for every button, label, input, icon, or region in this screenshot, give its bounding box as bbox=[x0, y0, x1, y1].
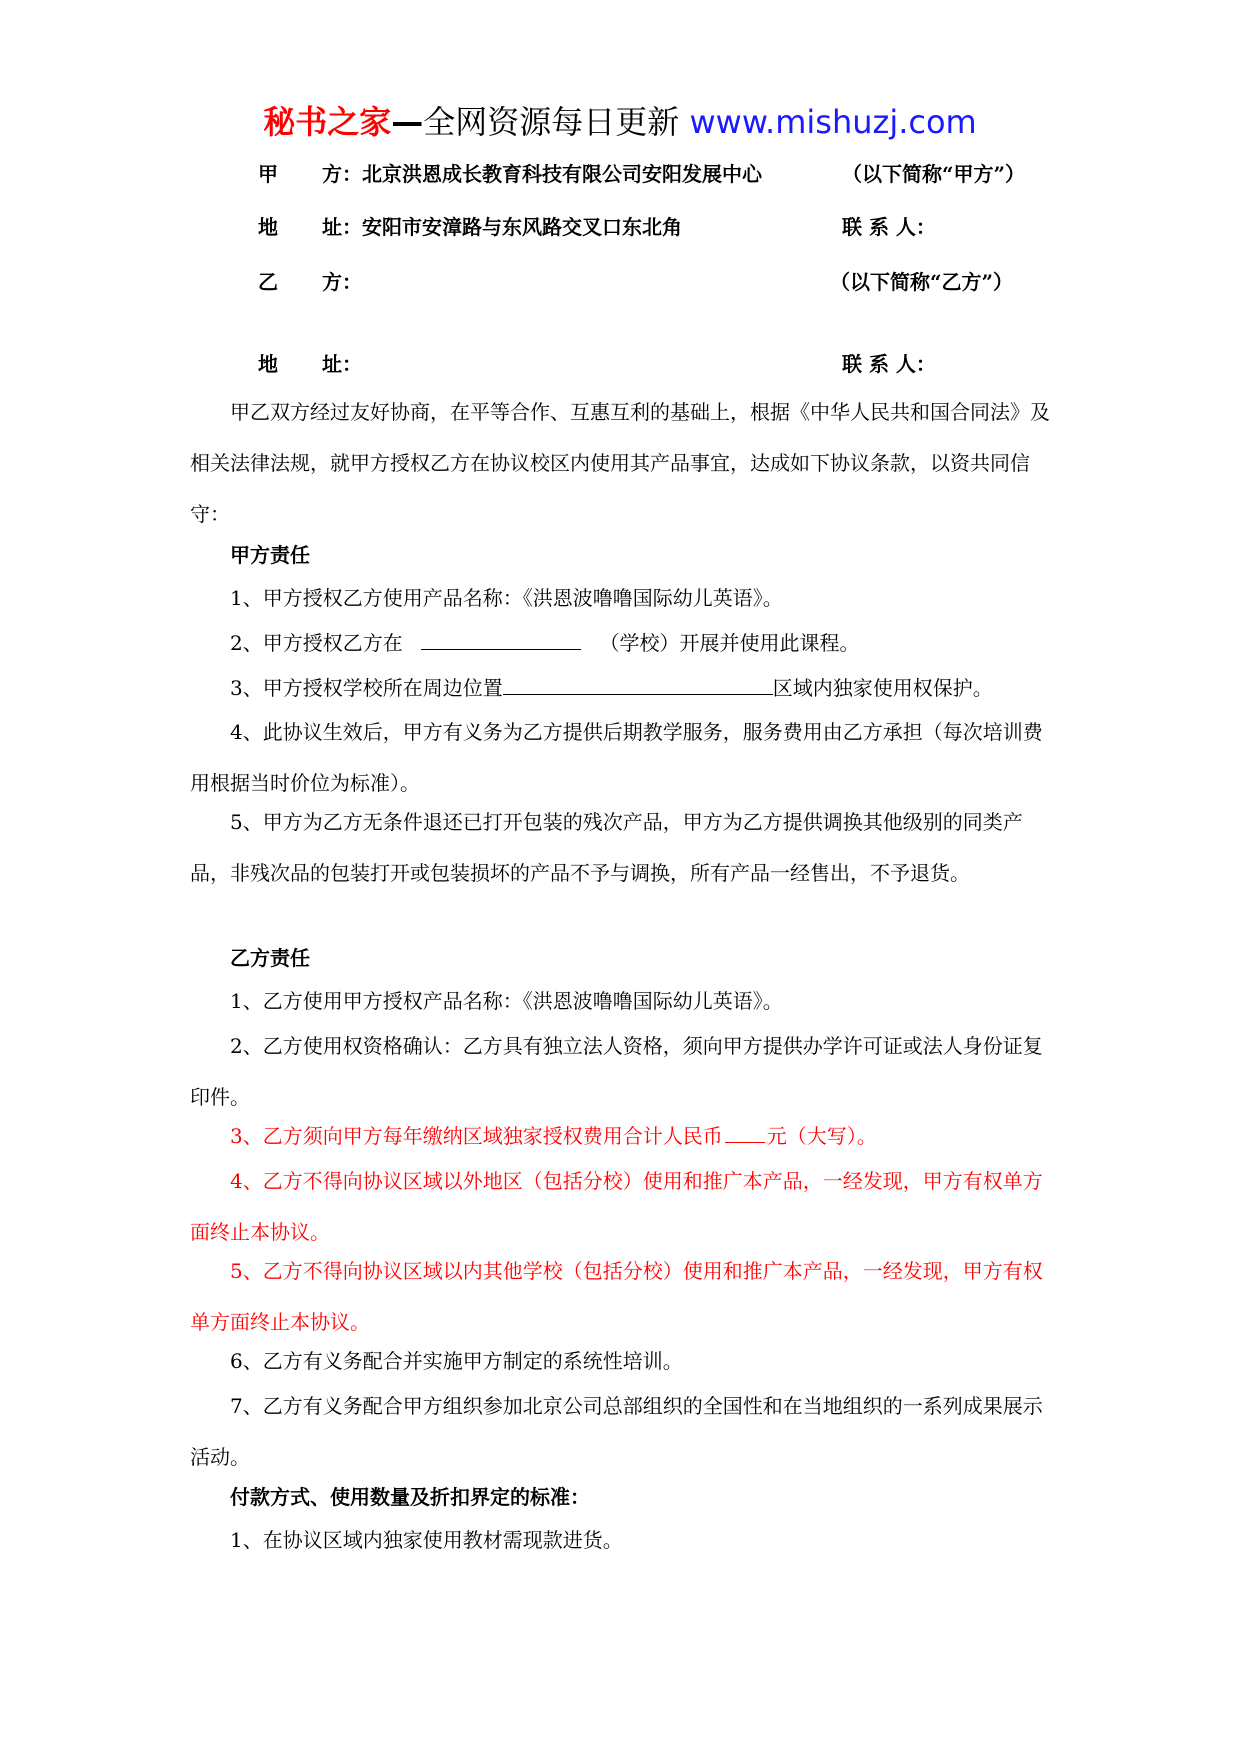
party-a-name: 北京洪恩成长教育科技有限公司安阳发展中心 bbox=[362, 162, 762, 186]
section-a-item-5: 5、甲方为乙方无条件退还已打开包装的残次产品，甲方为乙方提供调换其他级别的同类产品，非残次品的包装打开或包装损坏的产品不予与调换，所有产品一经售出，不予退货。 bbox=[190, 810, 1023, 885]
section-c-item-1: 1、在协议区域内独家使用教材需现款进货。 bbox=[230, 1528, 623, 1552]
site-header bbox=[0, 102, 1240, 142]
section-b-item-1: 1、乙方使用甲方授权产品名称：《洪恩波噜噜国际幼儿英语》。 bbox=[230, 989, 783, 1013]
section-a-item-2 bbox=[190, 618, 1050, 669]
section-c-title: 付款方式、使用数量及折扣界定的标准： bbox=[230, 1485, 590, 1509]
section-a-item-2-pre: 2、甲方授权乙方在 bbox=[230, 631, 403, 655]
section-b-item-5: 5、乙方不得向协议区域以内其他学校（包括分校）使用和推广本产品，一经发现，甲方有权单方面终止本协议。 bbox=[190, 1259, 1043, 1334]
site-url-link[interactable]: www.mishuzj.com bbox=[689, 103, 977, 141]
party-b-row bbox=[258, 268, 362, 296]
address-label-2: 址： bbox=[322, 215, 362, 239]
party-a-contact-label: 联 系 人： bbox=[842, 215, 936, 239]
party-b-address-row bbox=[258, 350, 362, 378]
section-a-item-1: 1、甲方授权乙方使用产品名称：《洪恩波噜噜国际幼儿英语》。 bbox=[230, 586, 783, 610]
address-label-1: 地 bbox=[258, 215, 278, 239]
party-a-label-1: 甲 bbox=[258, 162, 278, 186]
section-b-item-4: 4、乙方不得向协议区域以外地区（包括分校）使用和推广本产品，一经发现，甲方有权单方面终止本协议。 bbox=[190, 1169, 1043, 1244]
section-a-item-4: 4、此协议生效后，甲方有义务为乙方提供后期教学服务，服务费用由乙方承担（每次培训费用根据当时价位为标准）。 bbox=[190, 720, 1043, 795]
section-b-item-2: 2、乙方使用权资格确认：乙方具有独立法人资格，须向甲方提供办学许可证或法人身份证复印件。 bbox=[190, 1034, 1043, 1109]
section-a-item-3-pre: 3、甲方授权学校所在周边位置 bbox=[230, 676, 503, 700]
header-separator: — bbox=[391, 103, 424, 141]
section-a-item-3-post: 区域内独家使用权保护。 bbox=[772, 676, 993, 700]
party-b-contact-label: 联 系 人： bbox=[842, 352, 936, 376]
section-b-item-6: 6、乙方有义务配合并实施甲方制定的系统性培训。 bbox=[230, 1349, 683, 1373]
party-a-row bbox=[258, 160, 762, 188]
region-blank bbox=[503, 674, 773, 695]
party-b-address-label-1: 地 bbox=[258, 352, 278, 376]
party-a-alias: （以下简称“甲方”） bbox=[842, 162, 1026, 186]
party-b-alias: （以下简称“乙方”） bbox=[830, 270, 1014, 294]
party-b-address-label-2: 址： bbox=[322, 352, 362, 376]
party-b-label-2: 方： bbox=[322, 270, 362, 294]
party-a-address-row bbox=[258, 213, 682, 241]
brand-name: 秘书之家 bbox=[263, 103, 392, 141]
intro-paragraph: 甲乙双方经过友好协商，在平等合作、互惠互利的基础上，根据《中华人民共和国合同法》及相关法律法规，就甲方授权乙方在协议校区内使用其产品事宜，达成如下协议条款，以资共同信守： bbox=[190, 400, 1050, 526]
section-b-item-3-pre: 3、乙方须向甲方每年缴纳区域独家授权费用合计人民币 bbox=[230, 1124, 723, 1148]
party-a-label-2: 方： bbox=[322, 162, 362, 186]
party-b-label-1: 乙 bbox=[258, 270, 278, 294]
section-b-item-3 bbox=[190, 1111, 1050, 1162]
section-a-item-2-post: （学校）开展并使用此课程。 bbox=[599, 631, 860, 655]
section-a-title: 甲方责任 bbox=[230, 543, 310, 567]
party-a-address: 安阳市安漳路与东风路交叉口东北角 bbox=[362, 215, 682, 239]
section-b-item-7: 7、乙方有义务配合甲方组织参加北京公司总部组织的全国性和在当地组织的一系列成果展示活动。 bbox=[190, 1394, 1043, 1469]
fee-amount-blank bbox=[725, 1122, 765, 1143]
section-b-item-3-post: 元（大写）。 bbox=[766, 1124, 877, 1148]
school-name-blank bbox=[421, 629, 581, 650]
section-b-title: 乙方责任 bbox=[230, 946, 310, 970]
header-tagline: 全网资源每日更新 bbox=[423, 103, 680, 141]
